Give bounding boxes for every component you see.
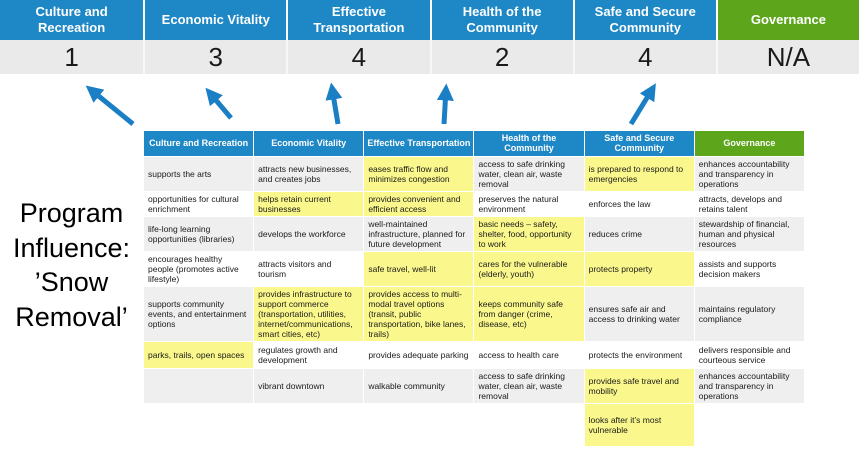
matrix-cell (144, 403, 254, 446)
matrix-cell: supports the arts (144, 156, 254, 191)
matrix-row (144, 286, 805, 341)
matrix-cell: enhances accountability and transparency in operations (694, 368, 804, 403)
matrix-header-safe-secure: Safe and Secure Community (584, 131, 694, 157)
matrix-cell: ensures safe air and access to drinking water (584, 286, 694, 341)
matrix-cell: eases traffic flow and minimizes congestion (364, 156, 474, 191)
score-culture-recreation: 1 (64, 41, 79, 72)
matrix-cell: enforces the law (584, 191, 694, 216)
program-label-line: ’Snow (34, 267, 109, 298)
matrix-cell: supports community events, and entertainment options (144, 286, 254, 341)
matrix-cell: preserves the natural environment (474, 191, 584, 216)
matrix-row (144, 403, 805, 446)
matrix-cell: keeps community safe from danger (crime, disease, etc) (474, 286, 584, 341)
arrow-culture-recreation-icon (90, 89, 133, 124)
priority-summary-headers (0, 0, 859, 40)
program-label-line: Influence: (12, 232, 131, 263)
matrix-row (144, 368, 805, 403)
matrix-header-health-community: Health of the Community (474, 131, 584, 157)
matrix-cell: regulates growth and development (254, 341, 364, 368)
matrix-row (144, 341, 805, 368)
program-label-line: Removal’ (15, 301, 128, 332)
matrix-cell: looks after it’s most vulnerable (584, 403, 694, 446)
matrix-cell: reduces crime (584, 216, 694, 251)
score-effective-transportation: 4 (286, 40, 429, 74)
matrix-cell: develops the workforce (254, 216, 364, 251)
matrix-cell: attracts new businesses, and creates jobs (254, 156, 364, 191)
matrix-cell: provides adequate parking (364, 341, 474, 368)
matrix-cell: maintains regulatory compliance (694, 286, 804, 341)
matrix-cell (694, 403, 804, 446)
matrix-cell: provides infrastructure to support commerce (transportation, utilities, internet/communications, smart cities, etc) (254, 286, 364, 341)
influence-arrows (0, 70, 859, 130)
matrix-cell: life-long learning opportunities (libraries) (144, 216, 254, 251)
matrix-cell: protects property (584, 251, 694, 286)
matrix-cell: helps retain current businesses (254, 191, 364, 216)
matrix-row (144, 251, 805, 286)
priority-scores (0, 40, 859, 74)
matrix-cell: assists and supports decision makers (694, 251, 804, 286)
score-safe-secure: 4 (573, 40, 716, 74)
matrix-cell: access to safe drinking water, clean air, waste removal (474, 156, 584, 191)
matrix-cell: well-maintained infrastructure, planned for future development (364, 216, 474, 251)
matrix-row (144, 191, 805, 216)
matrix-cell: provides convenient and efficient access (364, 191, 474, 216)
priority-header-health-community: Health of the Community (430, 0, 573, 40)
arrow-effective-transportation-icon (332, 88, 338, 124)
influence-matrix (143, 130, 805, 447)
matrix-header-row (144, 131, 805, 157)
program-influence-label (0, 196, 143, 334)
matrix-cell: attracts, develops and retains talent (694, 191, 804, 216)
priority-header-economic-vitality: Economic Vitality (143, 0, 286, 40)
matrix-cell: is prepared to respond to emergencies (584, 156, 694, 191)
matrix-cell: walkable community (364, 368, 474, 403)
priority-header-governance: Governance (716, 0, 859, 40)
matrix-cell: provides access to multi-modal travel options (transit, public transportation, bike lanes, trails) (364, 286, 474, 341)
matrix-cell: stewardship of financial, human and physical resources (694, 216, 804, 251)
matrix-cell: parks, trails, open spaces (144, 341, 254, 368)
arrow-health-community-icon (444, 89, 446, 124)
matrix-cell (364, 403, 474, 446)
matrix-cell: safe travel, well-lit (364, 251, 474, 286)
score-health-community: 2 (430, 40, 573, 74)
matrix-row (144, 216, 805, 251)
matrix-cell: delivers responsible and courteous service (694, 341, 804, 368)
matrix-cell: enhances accountability and transparency in operations (694, 156, 804, 191)
matrix-cell: access to health care (474, 341, 584, 368)
priority-header-effective-transportation: Effective Transportation (286, 0, 429, 40)
matrix-cell: cares for the vulnerable (elderly, youth) (474, 251, 584, 286)
program-label-line: Program (19, 198, 124, 228)
matrix-cell: vibrant downtown (254, 368, 364, 403)
arrow-economic-vitality-icon (209, 92, 231, 118)
matrix-header-effective-transportation: Effective Transportation (364, 131, 474, 157)
matrix-cell: protects the environment (584, 341, 694, 368)
matrix-cell: opportunities for cultural enrichment (144, 191, 254, 216)
priority-header-culture-recreation: Culture and Recreation (0, 0, 143, 40)
matrix-cell: attracts visitors and tourism (254, 251, 364, 286)
matrix-header-governance: Governance (694, 131, 804, 157)
score-governance: N/A (716, 40, 859, 74)
matrix-cell (474, 403, 584, 446)
matrix-cell (144, 368, 254, 403)
matrix-header-culture-recreation: Culture and Recreation (144, 131, 254, 157)
matrix-cell: basic needs – safety, shelter, food, opportunity to work (474, 216, 584, 251)
matrix-cell (254, 403, 364, 446)
matrix-cell: access to safe drinking water, clean air, waste removal (474, 368, 584, 403)
score-economic-vitality: 3 (143, 40, 286, 74)
arrow-safe-secure-icon (631, 88, 653, 124)
matrix-cell: encourages healthy people (promotes active lifestyle) (144, 251, 254, 286)
priority-header-safe-secure: Safe and Secure Community (573, 0, 716, 40)
matrix-cell: provides safe travel and mobility (584, 368, 694, 403)
matrix-header-economic-vitality: Economic Vitality (254, 131, 364, 157)
matrix-row (144, 156, 805, 191)
